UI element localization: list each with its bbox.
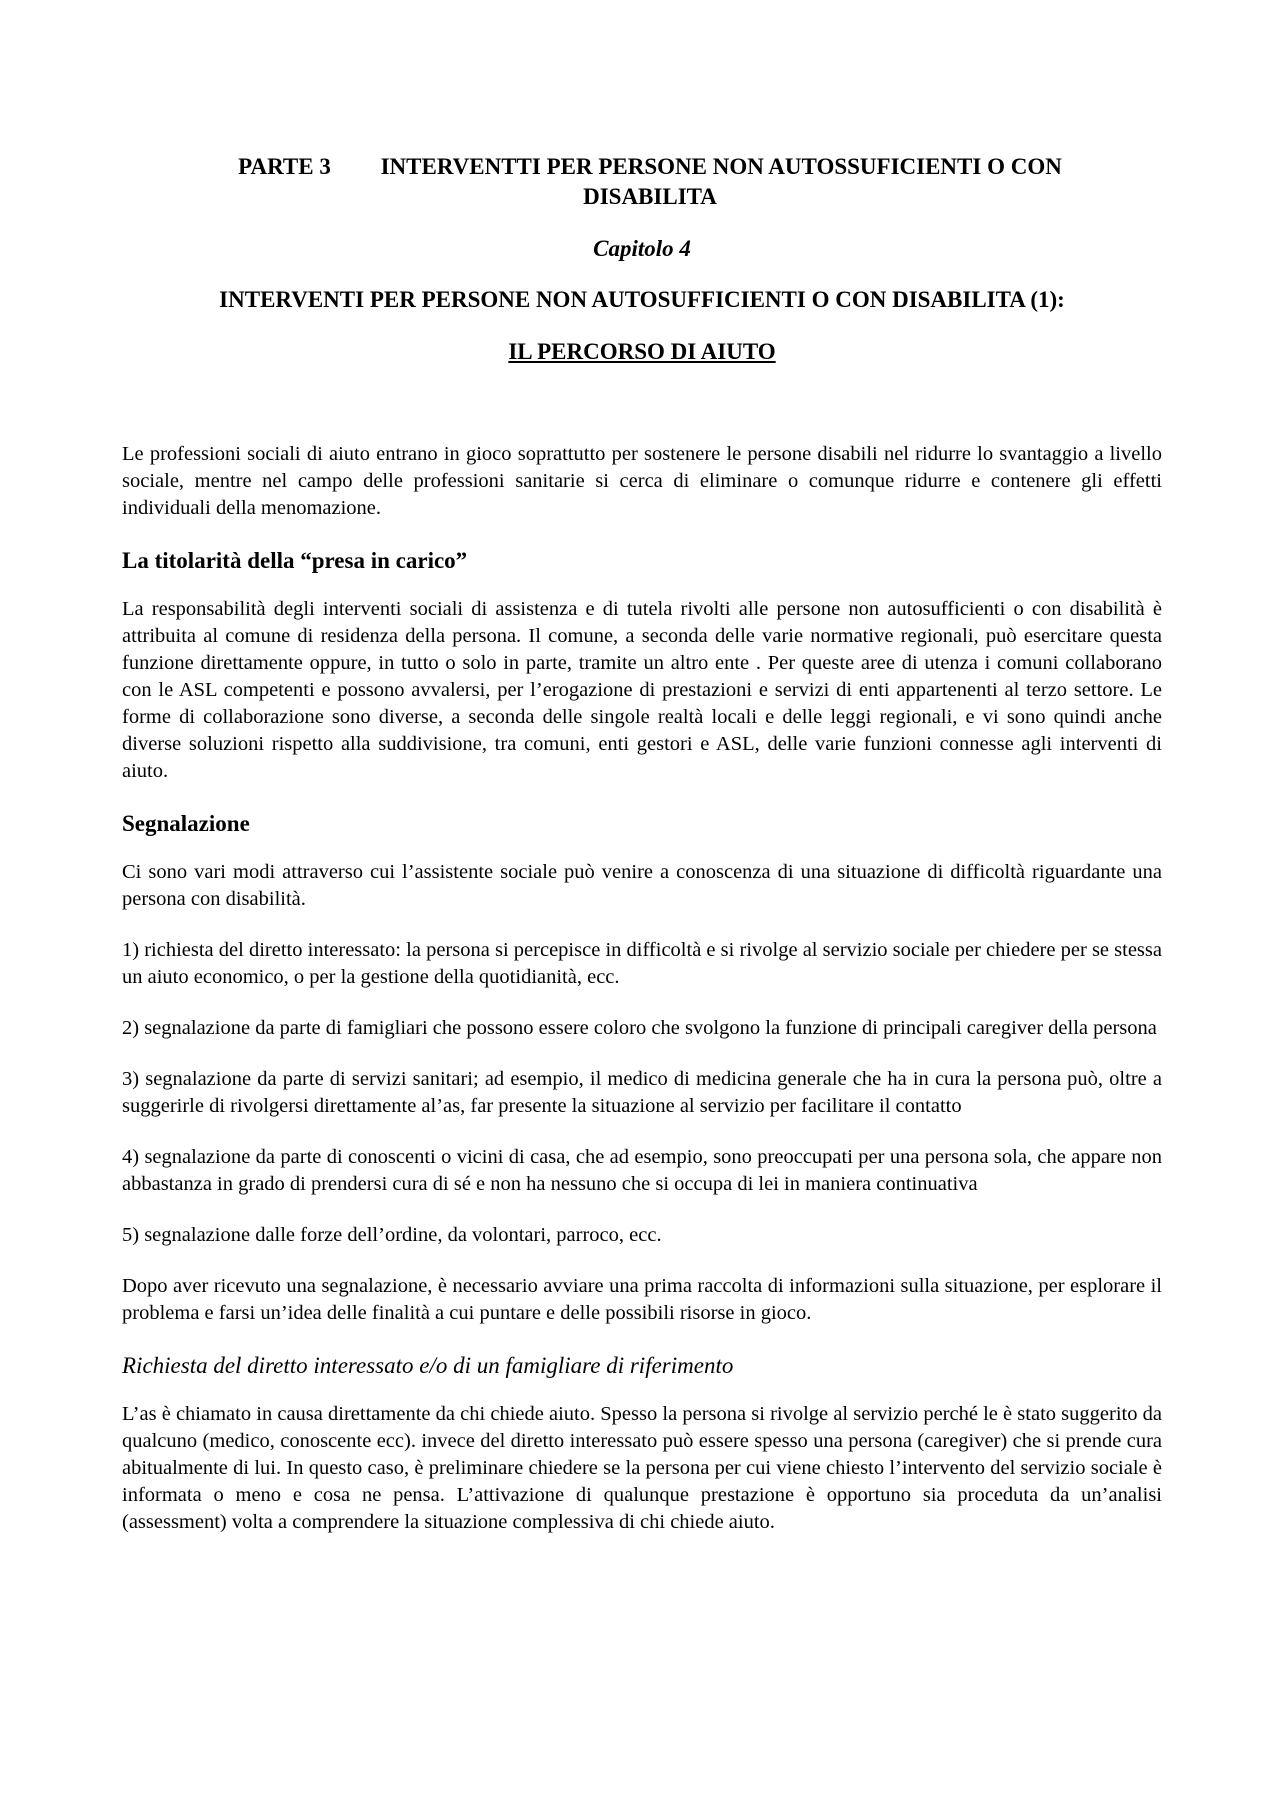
part-title-line2: DISABILITA — [583, 184, 717, 209]
chapter-title — [122, 287, 1162, 313]
paragraph-segnalazione-intro: Ci sono vari modi attraverso cui l’assistente sociale può venire a conoscenza di una situazione di difficoltà riguardante una persona con disabilità. — [122, 861, 1162, 910]
list-item: 1) richiesta del diretto interessato: la persona si percepisce in difficoltà e si rivolge al servizio sociale per chiedere per se stessa un aiuto economico, o per la gestione della quotidianità, ecc. — [122, 939, 1162, 988]
section-title-richiesta: Richiesta del diretto interessato e/o di un famigliare di riferimento — [122, 1353, 734, 1378]
list-item: 2) segnalazione da parte di famigliari che possono essere coloro che svolgono la funzione di principali caregiver della persona — [122, 1017, 1157, 1039]
intro-paragraph: Le professioni sociali di aiuto entrano in gioco soprattutto per sostenere le persone disabili nel ridurre lo svantaggio a livello sociale, mentre nel campo delle professioni sanitarie si cerca di eliminare o comunque ridurre e contenere gli effetti individuali della menomazione. — [122, 443, 1162, 519]
part-header — [170, 152, 1130, 212]
paragraph-titolarita: La responsabilità degli interventi sociali di assistenza e di tutela rivolti alle persone non autosufficienti o con disabilità è attribuita al comune di residenza della persona. Il comune, a seconda delle varie normative regionali, può esercitare questa funzione direttamente oppure, in tutto o solo in parte, tramite un altro ente . Per queste aree di utenza i comuni collaborano con le ASL competenti e possono avvalersi, per l’erogazione di prestazioni e servizi di enti appartenenti al terzo settore. Le forme di collaborazione sono diverse, a seconda delle singole realtà locali e delle leggi regionali, e vi sono quindi anche diverse soluzioni rispetto alla suddivisione, tra comuni, enti gestori e ASL, delle varie funzioni connesse agli interventi di aiuto. — [122, 598, 1162, 782]
chapter-title-text: INTERVENTI PER PERSONE NON AUTOSUFFICIENTI O CON DISABILITA (1): — [219, 287, 1065, 312]
chapter-label: Capitolo 4 — [593, 236, 691, 261]
list-item: 4) segnalazione da parte di conoscenti o vicini di casa, che ad esempio, sono preoccupati per una persona sola, che appare non abbastanza in grado di prendersi cura di sé e non ha nessuno che si occupa di lei in maniera continuativa — [122, 1146, 1162, 1195]
paragraph-richiesta: L’as è chiamato in causa direttamente da chi chiede aiuto. Spesso la persona si rivolge al servizio perché le è stato suggerito da qualcuno (medico, conoscente ecc). invece del diretto interessato può essere spesso una persona (caregiver) che si prende cura abitualmente di lui. In questo caso, è preliminare chiedere se la persona per cui viene chiesto l’intervento del servizio sociale è informata o meno e cosa ne pensa. L’attivazione di qualunque prestazione è opportuno sia proceduta da un’analisi (assessment) volta a comprendere la situazione complessiva di chi chiede aiuto. — [122, 1403, 1162, 1533]
list-item: 3) segnalazione da parte di servizi sanitari; ad esempio, il medico di medicina generale che ha in cura la persona può, oltre a suggerirle di rivolgersi direttamente al’as, far presente la situazione al servizio per facilitare il contatto — [122, 1068, 1162, 1117]
part-label: PARTE 3 — [238, 154, 331, 179]
list-item: 5) segnalazione dalle forze dell’ordine, da volontari, parroco, ecc. — [122, 1224, 662, 1246]
section-title-segnalazione: Segnalazione — [122, 811, 250, 836]
section-title-titolarita: La titolarità della “presa in carico” — [122, 548, 468, 573]
part-title-line1: INTERVENTTI PER PERSONE NON AUTOSSUFICIENTI O CON — [380, 154, 1062, 179]
chapter-subtitle: IL PERCORSO DI AIUTO — [508, 339, 776, 364]
document-body — [122, 441, 1162, 1560]
paragraph-segnalazione-outro: Dopo aver ricevuto una segnalazione, è necessario avviare una prima raccolta di informazioni sulla situazione, per esplorare il problema e farsi un’idea delle finalità a cui puntare e delle possibili risorse in gioco. — [122, 1275, 1162, 1324]
